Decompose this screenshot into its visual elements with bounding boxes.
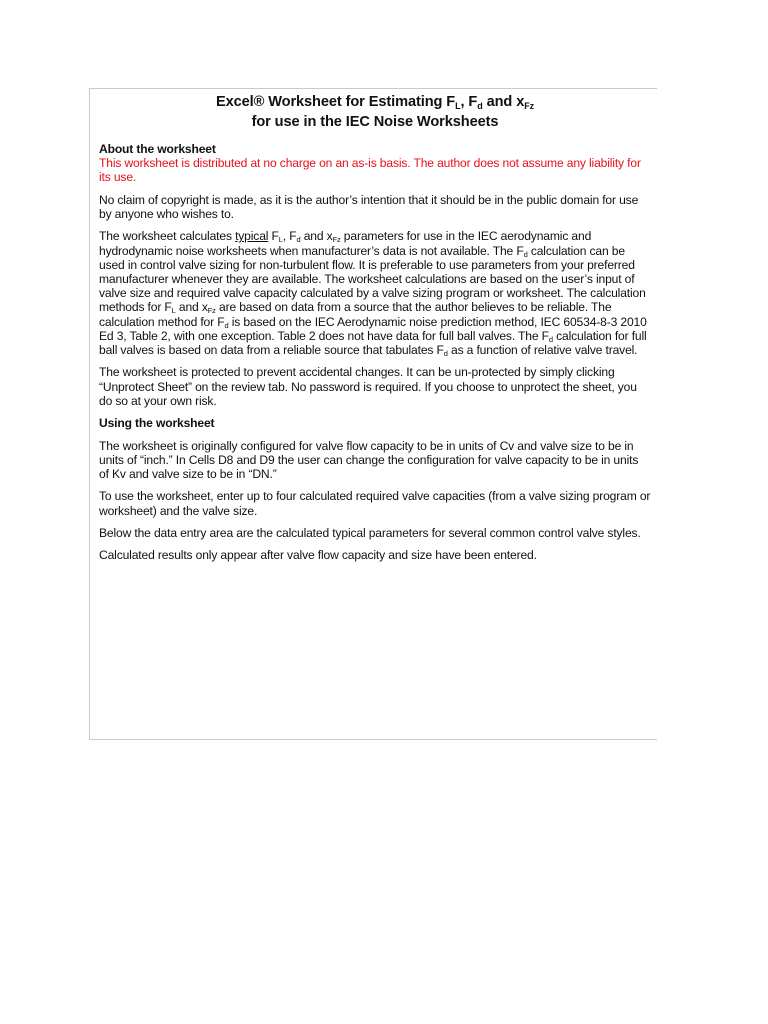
usage-paragraph: To use the worksheet, enter up to four calculated required valve capacities (from a valve sizing program or worksheet) and the valve size. — [99, 489, 651, 518]
results-area-paragraph: Below the data entry area are the calculated typical parameters for several common control valve styles. — [99, 525, 641, 540]
worksheet-content — [99, 90, 651, 571]
calculation-paragraph: The worksheet calculates typical $F_L$, $F_d$ and $x_{Fz}$ parameters for use in the IEC aerodynamic and hydrodynamic noise worksheets when manufacturer’s data is not available. The $F_d$ calculation can be used in control valve sizing for non-turbulent flow. It is preferable to use parameters from your preferred manufacturer whenever they are available. The worksheet calculations are based on the user’s input of valve size and required valve capacity calculated by a valve sizing program or worksheet. The calculation methods for $F_L$ and $x_{Fz}$ are based on data from a source that the author believes to be reliable. The calculation method for $F_d$ is based on the IEC Aerodynamic noise prediction method, IEC 60534-8-3 2010 Ed 3, Table 2, with one exception. Table 2 does not have data for full ball valves. The $F_d$ calculation for full ball valves is based on data from a reliable source that tabulates $F_d$ as a function of relative valve travel. — [99, 229, 647, 359]
about-heading: About the worksheet — [99, 142, 216, 156]
protection-paragraph: The worksheet is protected to prevent accidental changes. It can be un-protected by simply clicking “Unprotect Sheet” on the review tab. No password is required. If you choose to unprotect the sheet, you do so at your own risk. — [99, 365, 637, 408]
title-line-1: Excel® Worksheet for Estimating $F_L$, $F_d$ and $x_{Fz}$ — [215, 94, 535, 111]
page-title — [99, 92, 651, 132]
using-heading: Using the worksheet — [99, 416, 215, 431]
title-line-2: for use in the IEC Noise Worksheets — [251, 114, 499, 130]
copyright-paragraph: No claim of copyright is made, as it is the author’s intention that it should be in the public domain for use by anyone who wishes to. — [99, 192, 639, 221]
results-note-paragraph: Calculated results only appear after valve flow capacity and size have been entered. — [99, 548, 537, 563]
disclaimer-text: This worksheet is distributed at no charge on an as-is basis. The author does not assume any liability for its use. — [99, 156, 641, 185]
configuration-paragraph: The worksheet is originally configured for valve flow capacity to be in units of Cv and valve size to be in units of “inch.” In Cells D8 and D9 the user can change the configuration for valve capacity to be in units of Kv and valve size to be in “DN.” — [99, 438, 639, 481]
